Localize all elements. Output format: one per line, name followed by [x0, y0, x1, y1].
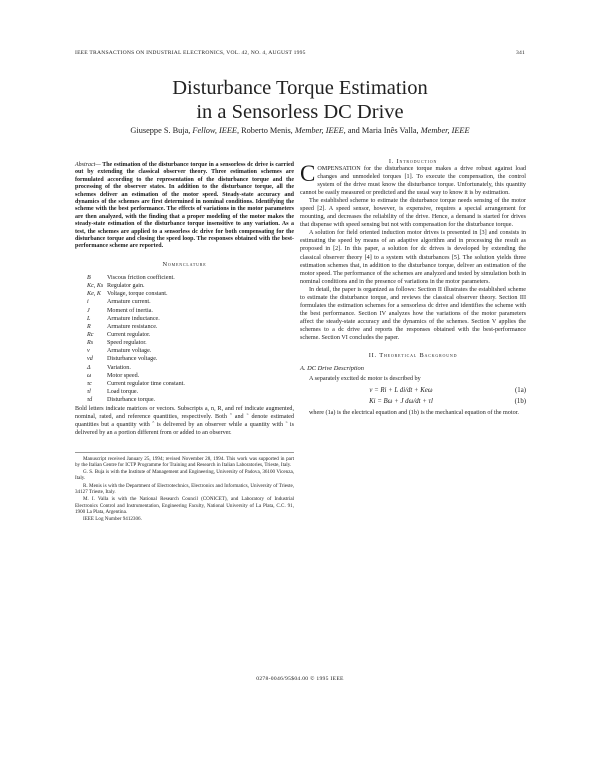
nomenclature-symbol: vd: [87, 356, 93, 363]
equation-1b-body: Ki = Bω + J dω/dt + τl: [369, 398, 433, 406]
paper-title: [0, 76, 600, 124]
intro-paragraph-4: In detail, the paper is organized as follows: Section II illustrates the established scheme to estimate the disturbance torque, and reviews the classical observer theory. Section III formulates the estimation schemes for a sensorless dc drive and identifies the scheme with the best performance. Section IV analyzes how the variations of the motor parameters affect the steady-state accuracy and the dynamics of the schemes. Section V applies the schemes to a dc drive and reports the responses obtained with the best-performance scheme. Section VI concludes the paper.: [300, 286, 526, 341]
nomenclature-symbol: Rc: [87, 331, 94, 338]
equation-1b: [300, 398, 526, 405]
nomenclature-definition: Variation.: [107, 364, 131, 371]
nomenclature-definition: Moment of inertia.: [107, 307, 153, 314]
dropcap-letter: C: [300, 161, 316, 186]
abstract: [75, 162, 294, 251]
nomenclature-row: [75, 347, 294, 355]
background-paragraph-1: A separately excited dc motor is described by: [309, 376, 421, 383]
nomenclature-row: [75, 298, 294, 306]
nomenclature-symbol: B: [87, 274, 91, 281]
nomenclature-row: [75, 364, 294, 372]
nomenclature-definition: Disturbance torque.: [107, 397, 156, 404]
title-line-1: Disturbance Torque Estimation: [172, 77, 428, 99]
intro-paragraph-3: A solution for field oriented induction motor drives is presented in [3] and consists in estimating the speed by means of an adaptive algorithm and in processing the result as proposed in [2]. In this paper, a solution for dc drives is developed by extending the classical observer theory [4] to a system with disturbances [5]. The solution yields three estimation schemes that, in addition to the disturbance torque, deliver an estimation of the motor speed. The performance of the schemes are analyzed and tested by simulation both in nominal conditions and in the presence of variations in the motor parameters.: [300, 230, 526, 285]
nomenclature-definition: Regulator gain.: [107, 283, 145, 290]
nomenclature-definition: Current regulator time constant.: [107, 380, 185, 387]
abstract-label: Abstract—: [75, 162, 101, 168]
background-paragraph-2: where (1a) is the electrical equation and (1b) is the mechanical equation of the motor.: [309, 410, 519, 417]
footnote-log-number: IEEE Log Number 9412306.: [83, 516, 142, 523]
nomenclature-definition: Load torque.: [107, 389, 139, 396]
nomenclature-definition: Armature voltage.: [107, 348, 152, 355]
nomenclature-symbol: v: [87, 348, 90, 355]
nomenclature-definition: Voltage, torque constant.: [107, 291, 168, 298]
nomenclature-row: [75, 290, 294, 298]
author-2-role: Member, IEEE,: [294, 126, 346, 135]
nomenclature-row: [75, 307, 294, 315]
running-header: [75, 50, 525, 56]
nomenclature-definition: Disturbance voltage.: [107, 356, 158, 363]
nomenclature-row: [75, 315, 294, 323]
nomenclature-row: [75, 331, 294, 339]
background-subheading: A. DC Drive Description: [300, 365, 364, 373]
journal-header: IEEE TRANSACTIONS ON INDUSTRIAL ELECTRONICS, VOL. 42, NO. 4, AUGUST 1995: [75, 50, 306, 56]
nomenclature-row: [75, 388, 294, 396]
nomenclature-symbol: τl: [87, 389, 91, 396]
nomenclature-list: [75, 274, 294, 405]
nomenclature-heading: Nomenclature: [162, 260, 207, 268]
equation-1b-number: (1b): [514, 398, 526, 406]
equation-1a-number: (1a): [515, 387, 526, 395]
footnote-manuscript: Manuscript received January 25, 1994; revised November 28, 1994. This work was supported in part by the Italian Centre for ICTP Programme for Training and Research in Italian Laboratories, Trieste, Italy.: [75, 455, 294, 468]
right-column: [300, 158, 526, 417]
author-1-name: Giuseppe S. Buja,: [130, 126, 191, 135]
background-heading: II. Theoretical Background: [368, 352, 458, 360]
footnote-author-3: M. I. Valla is with the National Research Council (CONICET), and Laboratory of Industrial Electronics Control and Instrumentation, Engineering Faculty, National University of La Plata, C.C. 91, 1900 La Plata, Argentina.: [75, 496, 294, 515]
nomenclature-definition: Viscous friction coefficient.: [107, 274, 175, 281]
left-column: [75, 158, 294, 524]
author-2-name: Roberto Menis,: [241, 126, 293, 135]
nomenclature-symbol: J: [87, 307, 90, 314]
author-list: [0, 126, 600, 135]
nomenclature-symbol: Kc, Ks: [87, 283, 104, 290]
nomenclature-symbol: i: [87, 299, 89, 306]
nomenclature-row: [75, 274, 294, 282]
nomenclature-symbol: ω: [87, 372, 92, 379]
introduction-heading: I. Introduction: [388, 158, 438, 165]
title-line-2: in a Sensorless DC Drive: [196, 101, 404, 123]
nomenclature-symbol: L: [87, 315, 91, 322]
equation-1a: [300, 387, 526, 394]
nomenclature-row: [75, 282, 294, 290]
nomenclature-row: [75, 380, 294, 388]
author-3-name: and Maria Inês Valla,: [347, 126, 419, 135]
nomenclature-row: [75, 355, 294, 363]
nomenclature-symbol: Ke, K: [87, 291, 101, 298]
nomenclature-row: [75, 323, 294, 331]
nomenclature-definition: Armature current.: [107, 299, 151, 306]
abstract-text: The estimation of the disturbance torque in a sensorless dc drive is carried out by extending the classical observer theory. Three estimation schemes are formulated according to the representation of the disturbance torque and the processing of the observer states. In addition to the disturbance torque, all the schemes deliver an estimation of the motor speed. Steady-state accuracy and dynamics of the schemes are first determined in nominal conditions. Identifying the scheme with the best performance. The effects of variations in the motor parameters are then analyzed, with the finding that a proper modeling of the motor makes the steady-state estimation of the disturbance torque insensitive to any variation. As a test, the schemes are applied to a sensorless dc drive for both compensating for the disturbance torque and closing the speed loop. The responses obtained with the best-performance scheme are reported.: [75, 162, 294, 250]
intro-paragraph-1-text: OMPENSATION for the disturbance torque makes a drive robust against load changes and unmodeled torques [1]. To execute the compensation, the control system of the drive must know the disturbance torque. Unfortunately, this quantity cannot be easily measured or predicted and the usual way to know it is by estimation.: [300, 166, 526, 197]
author-3-role: Member, IEEE: [420, 126, 470, 135]
equation-1a-body: v = Ri + L di/dt + Keω: [369, 387, 433, 395]
nomenclature-symbol: Δ: [87, 364, 91, 371]
nomenclature-definition: Current regulator.: [107, 331, 151, 338]
intro-paragraph-2: The established scheme to estimate the disturbance torque needs sensing of the motor speed [2]. A speed sensor, however, is expensive, requires a special arrangement for mounting, and decreases the reliability of the drive. Hence, a demand is started for drives that dispense with speed sensing but not with compensation for the disturbance torque.: [300, 198, 526, 229]
nomenclature-row: [75, 372, 294, 380]
author-1-role: Fellow, IEEE,: [192, 126, 240, 135]
page-number: 341: [516, 50, 525, 56]
nomenclature-symbol: R: [87, 323, 91, 330]
nomenclature-note: Bold letters indicate matrices or vectors. Subscripts a, n, R, and ref indicate augmented, nominal, rated, and reference quantities, respectively. Both ˆ and ˜ denote estimated quantities but a quantity with ˆ is delivered by an observer while a quantity with ˜ is delivered by an a portion different from or added to an observer.: [75, 406, 294, 436]
nomenclature-definition: Speed regulator.: [107, 340, 147, 347]
nomenclature-row: [75, 396, 294, 404]
nomenclature-definition: Motor speed.: [107, 372, 140, 379]
footnote-author-2: R. Menis is with the Department of Electrotechnics, Electronics and Informatics, University of Trieste, 34127 Trieste, Italy.: [75, 482, 294, 496]
nomenclature-symbol: τc: [87, 380, 92, 387]
footnotes: [75, 452, 294, 523]
footnote-author-1: G. S. Buja is with the Institute of Management and Engineering, University of Padova, 36100 Vicenza, Italy.: [75, 469, 294, 482]
nomenclature-definition: Armature inductance.: [107, 315, 160, 322]
nomenclature-symbol: τd: [87, 397, 93, 404]
nomenclature-row: [75, 339, 294, 347]
nomenclature-symbol: Rs: [87, 340, 94, 347]
nomenclature-definition: Armature resistance.: [107, 323, 158, 330]
copyright-line: 0278-0046/95$04.00 © 1995 IEEE: [256, 676, 344, 682]
